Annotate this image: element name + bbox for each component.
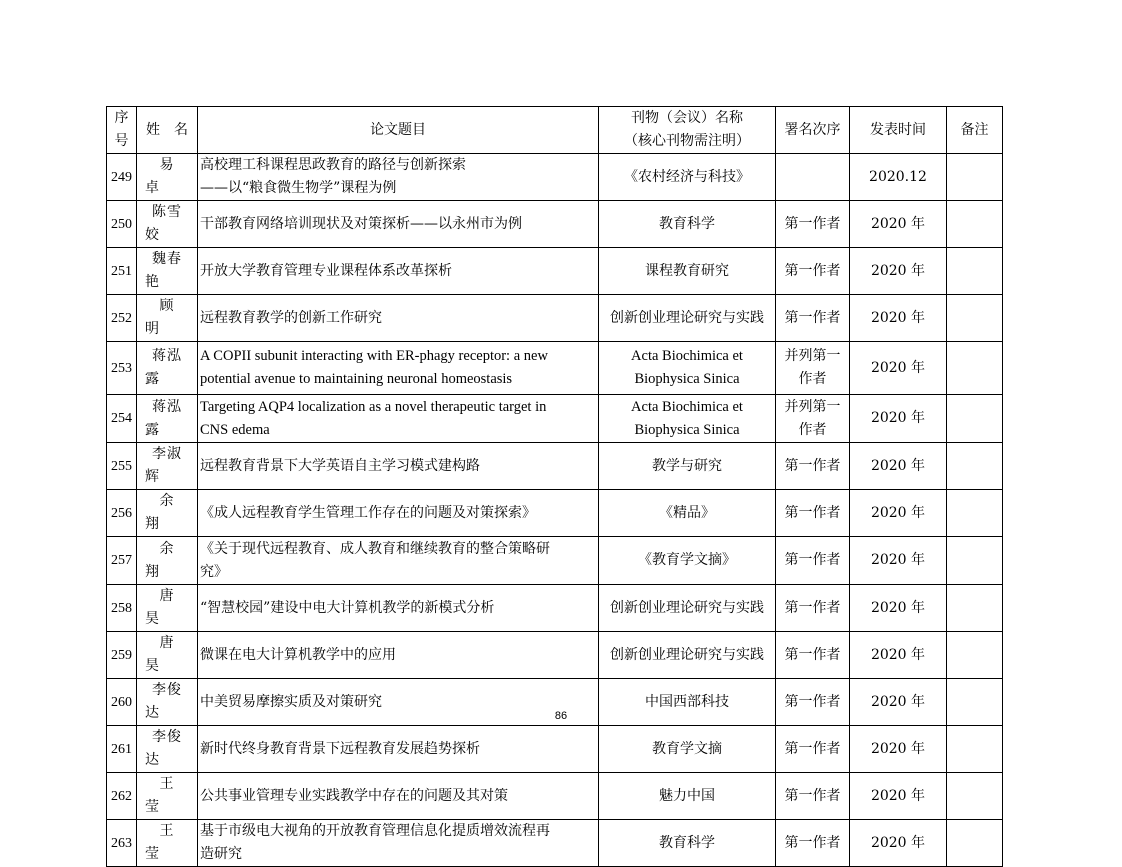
cell-note bbox=[947, 773, 1003, 820]
cell-note bbox=[947, 342, 1003, 395]
cell-paper-title: 基于市级电大视角的开放教育管理信息化提质增效流程再 造研究 bbox=[198, 820, 599, 867]
header-note: 备注 bbox=[947, 107, 1003, 154]
cell-no: 259 bbox=[107, 632, 137, 679]
cell-publish-date: 2020 年 bbox=[850, 679, 947, 726]
cell-paper-title: 高校理工科课程思政教育的路径与创新探索 ——以“粮食微生物学”课程为例 bbox=[198, 154, 599, 201]
cell-note bbox=[947, 490, 1003, 537]
cell-journal: Acta Biochimica et Biophysica Sinica bbox=[599, 395, 776, 443]
cell-author-order: 第一作者 bbox=[776, 585, 850, 632]
cell-paper-title: 中美贸易摩擦实质及对策研究 bbox=[198, 679, 599, 726]
cell-journal: 创新创业理论研究与实践 bbox=[599, 585, 776, 632]
cell-author-name: 魏春艳 bbox=[137, 248, 198, 295]
cell-publish-date: 2020 年 bbox=[850, 490, 947, 537]
cell-publish-date: 2020 年 bbox=[850, 773, 947, 820]
table-row bbox=[107, 295, 1003, 342]
cell-journal: 《农村经济与科技》 bbox=[599, 154, 776, 201]
table-row bbox=[107, 490, 1003, 537]
cell-journal: 教育科学 bbox=[599, 201, 776, 248]
cell-paper-title: 开放大学教育管理专业课程体系改革探析 bbox=[198, 248, 599, 295]
cell-publish-date: 2020 年 bbox=[850, 201, 947, 248]
table-row bbox=[107, 726, 1003, 773]
header-row bbox=[107, 107, 1003, 154]
cell-no: 249 bbox=[107, 154, 137, 201]
cell-paper-title: Targeting AQP4 localization as a novel therapeutic target in CNS edema bbox=[198, 395, 599, 443]
cell-paper-title: 远程教育背景下大学英语自主学习模式建构路 bbox=[198, 443, 599, 490]
cell-note bbox=[947, 537, 1003, 585]
table-row bbox=[107, 773, 1003, 820]
cell-journal: 创新创业理论研究与实践 bbox=[599, 632, 776, 679]
cell-publish-date: 2020.12 bbox=[850, 154, 947, 201]
cell-author-order: 第一作者 bbox=[776, 537, 850, 585]
cell-journal: 魅力中国 bbox=[599, 773, 776, 820]
cell-paper-title: 干部教育网络培训现状及对策探析——以永州市为例 bbox=[198, 201, 599, 248]
cell-author-order bbox=[776, 154, 850, 201]
cell-author-name: 陈雪姣 bbox=[137, 201, 198, 248]
cell-note bbox=[947, 726, 1003, 773]
cell-no: 262 bbox=[107, 773, 137, 820]
header-name: 姓 名 bbox=[137, 107, 198, 154]
cell-no: 250 bbox=[107, 201, 137, 248]
cell-publish-date: 2020 年 bbox=[850, 585, 947, 632]
cell-publish-date: 2020 年 bbox=[850, 395, 947, 443]
cell-author-order: 第一作者 bbox=[776, 443, 850, 490]
cell-author-name: 顾 明 bbox=[137, 295, 198, 342]
table-row bbox=[107, 342, 1003, 395]
cell-author-order: 并列第一 作者 bbox=[776, 342, 850, 395]
cell-paper-title: 《关于现代远程教育、成人教育和继续教育的整合策略研 究》 bbox=[198, 537, 599, 585]
cell-note bbox=[947, 295, 1003, 342]
cell-note bbox=[947, 248, 1003, 295]
header-no: 序 号 bbox=[107, 107, 137, 154]
cell-publish-date: 2020 年 bbox=[850, 248, 947, 295]
cell-no: 261 bbox=[107, 726, 137, 773]
table-row bbox=[107, 248, 1003, 295]
cell-paper-title: A COPII subunit interacting with ER-phagy receptor: a new potential avenue to maintaining neuronal homeostasis bbox=[198, 342, 599, 395]
table-row bbox=[107, 820, 1003, 867]
cell-journal: 教育学文摘 bbox=[599, 726, 776, 773]
table-row bbox=[107, 395, 1003, 443]
cell-author-name: 李淑辉 bbox=[137, 443, 198, 490]
cell-author-name: 王 莹 bbox=[137, 773, 198, 820]
cell-no: 263 bbox=[107, 820, 137, 867]
header-title: 论文题目 bbox=[198, 107, 599, 154]
cell-author-name: 易 卓 bbox=[137, 154, 198, 201]
cell-publish-date: 2020 年 bbox=[850, 820, 947, 867]
cell-journal: 中国西部科技 bbox=[599, 679, 776, 726]
page-number: 86 bbox=[554, 710, 568, 722]
cell-note bbox=[947, 632, 1003, 679]
cell-author-name: 唐 昊 bbox=[137, 585, 198, 632]
cell-author-name: 李俊达 bbox=[137, 726, 198, 773]
cell-no: 260 bbox=[107, 679, 137, 726]
cell-no: 258 bbox=[107, 585, 137, 632]
table-row bbox=[107, 443, 1003, 490]
cell-note bbox=[947, 154, 1003, 201]
table-row bbox=[107, 201, 1003, 248]
cell-author-order: 第一作者 bbox=[776, 632, 850, 679]
cell-author-name: 蒋泓露 bbox=[137, 395, 198, 443]
cell-author-order: 并列第一 作者 bbox=[776, 395, 850, 443]
cell-publish-date: 2020 年 bbox=[850, 726, 947, 773]
cell-no: 252 bbox=[107, 295, 137, 342]
table-row bbox=[107, 585, 1003, 632]
cell-paper-title: 远程教育教学的创新工作研究 bbox=[198, 295, 599, 342]
header-journal: 刊物（会议）名称 （核心刊物需注明） bbox=[599, 107, 776, 154]
header-date: 发表时间 bbox=[850, 107, 947, 154]
cell-author-name: 王 莹 bbox=[137, 820, 198, 867]
cell-author-name: 余 翔 bbox=[137, 490, 198, 537]
cell-no: 256 bbox=[107, 490, 137, 537]
cell-author-order: 第一作者 bbox=[776, 248, 850, 295]
cell-note bbox=[947, 585, 1003, 632]
cell-paper-title: 新时代终身教育背景下远程教育发展趋势探析 bbox=[198, 726, 599, 773]
cell-paper-title: “智慧校园”建设中电大计算机教学的新模式分析 bbox=[198, 585, 599, 632]
cell-journal: 教育科学 bbox=[599, 820, 776, 867]
cell-journal: Acta Biochimica et Biophysica Sinica bbox=[599, 342, 776, 395]
cell-publish-date: 2020 年 bbox=[850, 537, 947, 585]
cell-author-order: 第一作者 bbox=[776, 490, 850, 537]
cell-journal: 课程教育研究 bbox=[599, 248, 776, 295]
cell-no: 253 bbox=[107, 342, 137, 395]
table-row bbox=[107, 537, 1003, 585]
cell-author-name: 蒋泓露 bbox=[137, 342, 198, 395]
publication-table bbox=[106, 106, 1003, 867]
cell-author-order: 第一作者 bbox=[776, 679, 850, 726]
cell-journal: 教学与研究 bbox=[599, 443, 776, 490]
header-order: 署名次序 bbox=[776, 107, 850, 154]
cell-author-order: 第一作者 bbox=[776, 773, 850, 820]
cell-journal: 《教育学文摘》 bbox=[599, 537, 776, 585]
cell-note bbox=[947, 395, 1003, 443]
cell-no: 257 bbox=[107, 537, 137, 585]
cell-author-order: 第一作者 bbox=[776, 820, 850, 867]
cell-author-name: 李俊达 bbox=[137, 679, 198, 726]
cell-journal: 创新创业理论研究与实践 bbox=[599, 295, 776, 342]
cell-no: 254 bbox=[107, 395, 137, 443]
cell-author-name: 唐 昊 bbox=[137, 632, 198, 679]
cell-no: 255 bbox=[107, 443, 137, 490]
cell-author-name: 余 翔 bbox=[137, 537, 198, 585]
cell-note bbox=[947, 201, 1003, 248]
cell-note bbox=[947, 443, 1003, 490]
cell-publish-date: 2020 年 bbox=[850, 295, 947, 342]
cell-paper-title: 微课在电大计算机教学中的应用 bbox=[198, 632, 599, 679]
table-row bbox=[107, 154, 1003, 201]
cell-paper-title: 公共事业管理专业实践教学中存在的问题及其对策 bbox=[198, 773, 599, 820]
cell-author-order: 第一作者 bbox=[776, 726, 850, 773]
table-body bbox=[107, 154, 1003, 867]
cell-publish-date: 2020 年 bbox=[850, 443, 947, 490]
cell-author-order: 第一作者 bbox=[776, 295, 850, 342]
cell-no: 251 bbox=[107, 248, 137, 295]
table-row bbox=[107, 632, 1003, 679]
cell-author-order: 第一作者 bbox=[776, 201, 850, 248]
cell-publish-date: 2020 年 bbox=[850, 342, 947, 395]
cell-publish-date: 2020 年 bbox=[850, 632, 947, 679]
cell-journal: 《精品》 bbox=[599, 490, 776, 537]
cell-note bbox=[947, 820, 1003, 867]
cell-paper-title: 《成人远程教育学生管理工作存在的问题及对策探索》 bbox=[198, 490, 599, 537]
